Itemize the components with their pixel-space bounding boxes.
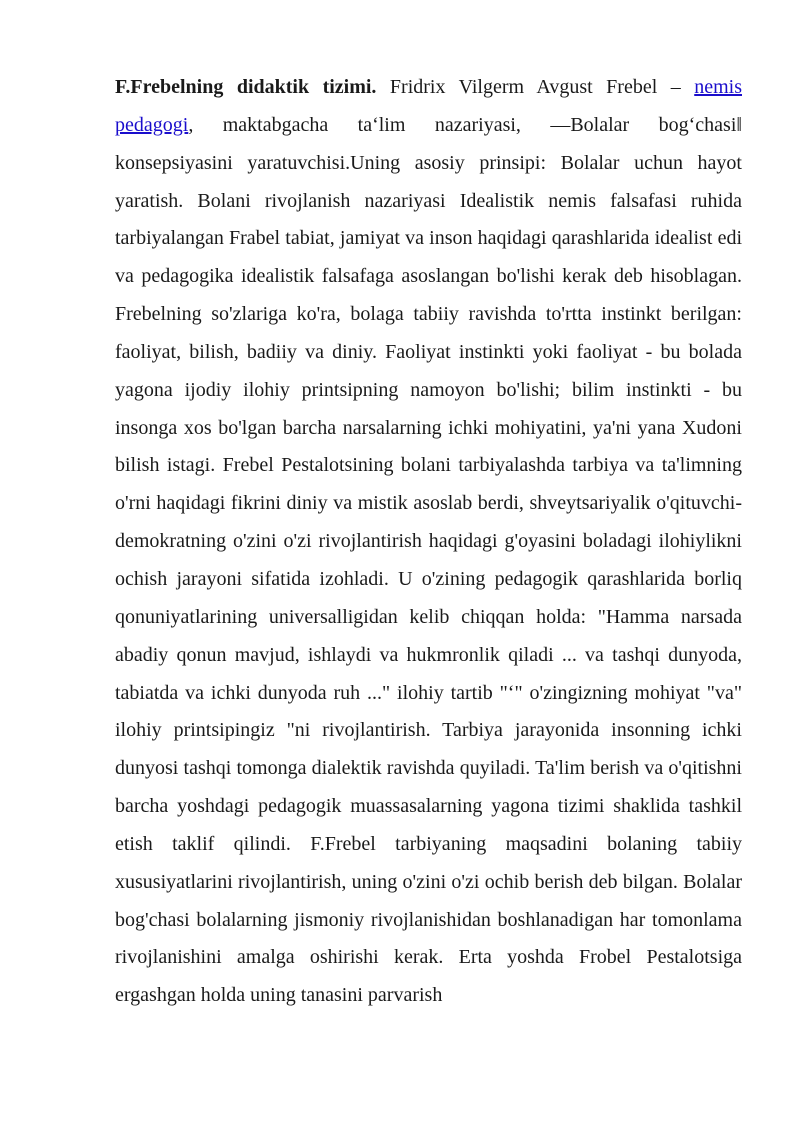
body-paragraph [115, 69, 742, 1015]
nemis-pedagogi-link[interactable]: nemis pedagogi [115, 76, 742, 136]
intro-text: Fridrix Vilgerm Avgust Frebel – [376, 76, 695, 98]
section-heading: F.Frebelning didaktik tizimi. [115, 76, 377, 98]
document-page [115, 69, 742, 1015]
body-text: , maktabgacha ta‘lim nazariyasi, ―Bolalar bog‘chasi‖ konsepsiyasini yaratuvchisi.Uning asosiy prinsipi: Bolalar uchun hayot yaratish. Bolani rivojlanish nazariyasi Idealistik nemis falsafasi ruhida tarbiyalangan Frabel tabiat, jamiyat va inson haqidagi qarashlarida idealist edi va pedagogika idealistik falsafaga asoslangan bo'lishi kerak deb hisoblagan. Frebelning so'zlariga ko'ra, bolaga tabiiy ravishda to'rtta instinkt berilgan: faoliyat, bilish, badiiy va diniy. Faoliyat instinkti yoki faoliyat - bu bolada yagona ijodiy ilohiy printsipning namoyon bo'lishi; bilim instinkti - bu insonga xos bo'lgan barcha narsalarning ichki mohiyatini, ya'ni yana Xudoni bilish istagi. Frebel Pestalotsining bolani tarbiyalashda tarbiya va ta'limning o'rni haqidagi fikrini diniy va mistik asoslab berdi, shveytsariyalik o'qituvchi-demokratning o'zini o'zi rivojlantirish haqidagi g'oyasini boladagi ilohiylikni ochish jarayoni sifatida izohladi. U o'zining pedagogik qarashlarida borliq qonuniyatlarining universalligidan kelib chiqqan holda: "Hamma narsada abadiy qonun mavjud, ishlaydi va hukmronlik qiladi ... va tashqi dunyoda, tabiatda va ichki dunyoda ruh ..." ilohiy tartib "‘" o'zingizning mohiyat "va" ilohiy printsipingiz "ni rivojlantirish. Tarbiya jarayonida insonning ichki dunyosi tashqi tomonga dialektik ravishda quyiladi. Ta'lim berish va o'qitishni barcha yoshdagi pedagogik muassasalarning yagona tizimi shaklida tashkil etish taklif qilindi. F.Frebel tarbiyaning maqsadini bolaning tabiiy xususiyatlarini rivojlantirish, uning o'zini o'zi ochib berish deb bilgan. Bolalar bog'chasi bolalarning jismoniy rivojlanishidan boshlanadigan har tomonlama rivojlanishini amalga oshirishi kerak. Erta yoshda Frobel Pestalotsiga ergashgan holda uning tanasini parvarish [115, 113, 742, 1007]
